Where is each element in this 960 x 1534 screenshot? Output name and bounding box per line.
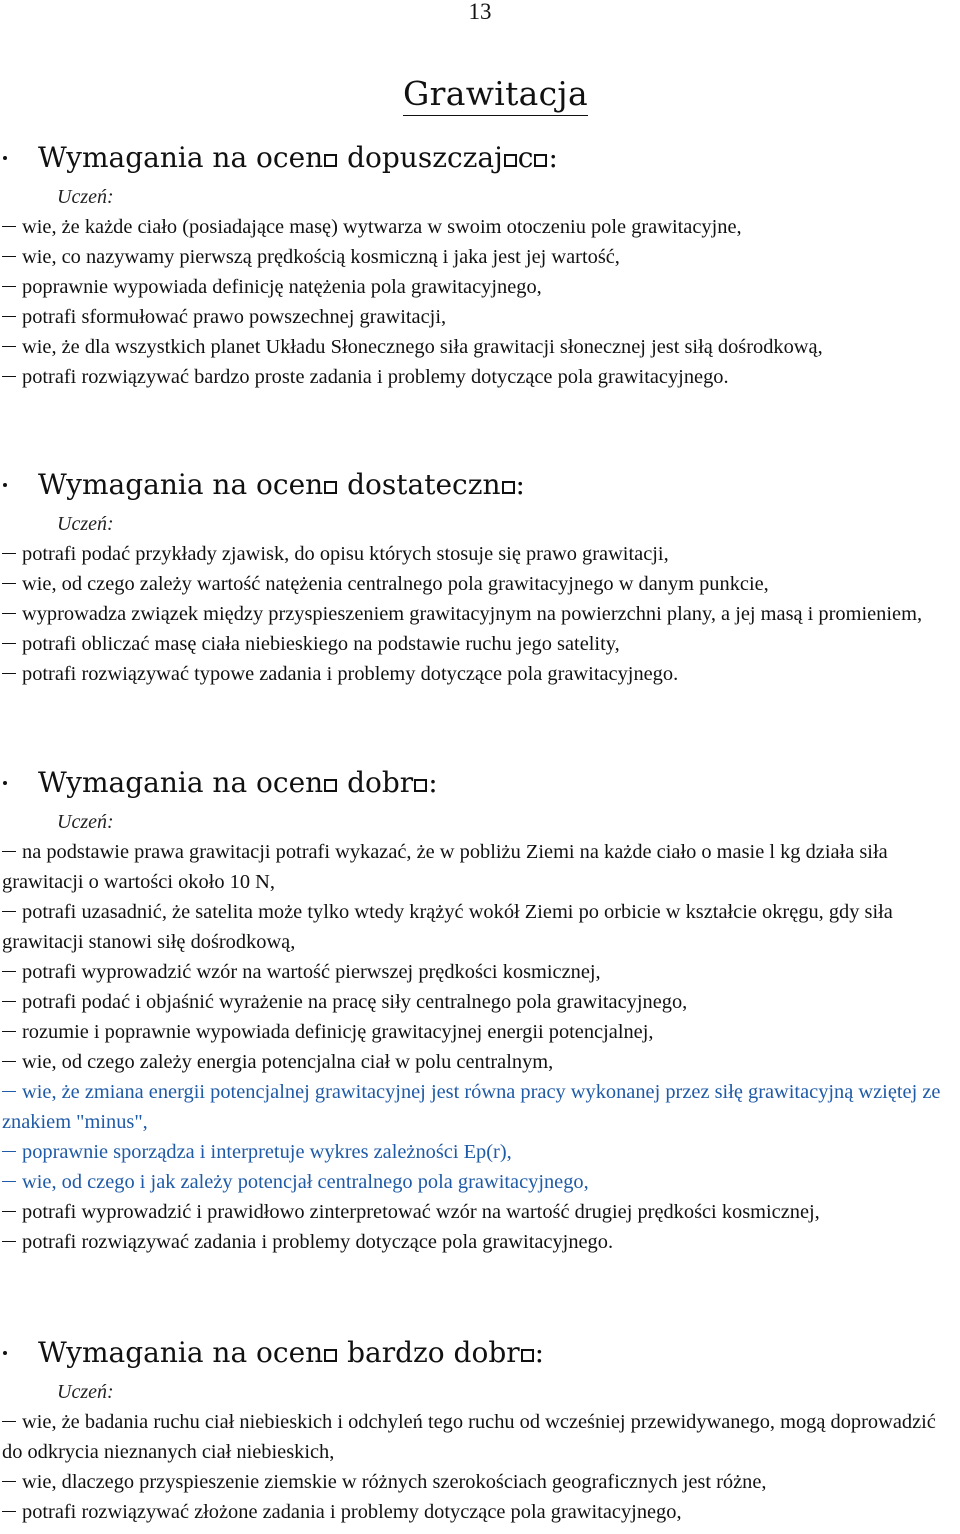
section-heading: [0, 138, 960, 178]
missing-glyph-icon: [521, 1349, 534, 1362]
list-item: na podstawie prawa grawitacji potrafi wykazać, że w pobliżu Ziemi na każde ciało o masie l kg działa siła grawitacji o wartości około 10 N,: [2, 841, 888, 893]
list-item: potrafi podać i objaśnić wyrażenie na pracę siły centralnego pola grawitacyjnego,: [0, 987, 960, 1017]
list-item: potrafi wyprowadzić wzór na wartość pierwszej prędkości kosmicznej,: [0, 957, 960, 987]
list-item: wie, od czego zależy energia potencjalna ciał w polu centralnym,: [0, 1047, 960, 1077]
missing-glyph-icon: [324, 1349, 337, 1362]
bullet-icon: [3, 483, 7, 487]
uczen-label: Uczeń:: [57, 1381, 114, 1403]
section-heading: [0, 1333, 960, 1373]
page-title: Grawitacja: [403, 74, 588, 116]
uczen-label: Uczeń:: [57, 513, 114, 535]
section-title: Wymagania na ocen bardzo dobr :: [38, 1336, 545, 1369]
list-item: wie, że dla wszystkich planet Układu Słonecznego siła grawitacji słonecznej jest siłą dośrodkową,: [0, 332, 960, 362]
missing-glyph-icon: [324, 154, 337, 167]
list-item: potrafi sformułować prawo powszechnej grawitacji,: [0, 302, 960, 332]
uczen-label: Uczeń:: [57, 186, 114, 208]
list-item-highlighted: wie, że zmiana energii potencjalnej grawitacyjnej jest równa pracy wykonanej przez siłę grawitacyjną wziętej ze znakiem "minus",: [2, 1081, 941, 1133]
bullet-icon: [3, 1351, 7, 1355]
section-heading: [0, 763, 960, 803]
list-item: potrafi rozwiązywać bardzo proste zadania i problemy dotyczące pola grawitacyjnego.: [0, 362, 960, 392]
list-item: potrafi rozwiązywać zadania i problemy dotyczące pola grawitacyjnego.: [0, 1227, 960, 1257]
section-bardzo-dobra: [0, 1333, 960, 1527]
missing-glyph-icon: [324, 481, 337, 494]
list-item: wie, że badania ruchu ciał niebieskich i odchyleń tego ruchu od wcześniej przewidywanego, mogą doprowadzić do odkrycia nieznanych ciał niebieskich,: [2, 1411, 936, 1463]
list-item: wie, że każde ciało (posiadające masę) wytwarza w swoim otoczeniu pole grawitacyjne,: [0, 212, 960, 242]
bullet-icon: [3, 156, 7, 160]
list-item: potrafi rozwiązywać złożone zadania i problemy dotyczące pola grawitacyjnego,: [0, 1497, 960, 1527]
list-item-highlighted: poprawnie sporządza i interpretuje wykres zależności Ep(r),: [0, 1137, 960, 1167]
list-item-highlighted: wie, od czego i jak zależy potencjał centralnego pola grawitacyjnego,: [0, 1167, 960, 1197]
list-item: potrafi obliczać masę ciała niebieskiego na podstawie ruchu jego satelity,: [0, 629, 960, 659]
list-item: poprawnie wypowiada definicję natężenia pola grawitacyjnego,: [0, 272, 960, 302]
list-item: potrafi uzasadnić, że satelita może tylko wtedy krążyć wokół Ziemi po orbicie w kształcie okręgu, gdy siła grawitacji stanowi siłę dośrodkową,: [2, 901, 893, 953]
section-title: Wymagania na ocen dopuszczaj c :: [38, 141, 558, 174]
requirements-list: [0, 837, 960, 1257]
list-item: potrafi rozwiązywać typowe zadania i problemy dotyczące pola grawitacyjnego.: [0, 659, 960, 689]
section-heading: [0, 465, 960, 505]
list-item: wie, dlaczego przyspieszenie ziemskie w różnych szerokościach geograficznych jest różne,: [0, 1467, 960, 1497]
list-item: wie, od czego zależy wartość natężenia centralnego pola grawitacyjnego w danym punkcie,: [0, 569, 960, 599]
missing-glyph-icon: [502, 481, 515, 494]
uczen-label: Uczeń:: [57, 811, 114, 833]
section-title: Wymagania na ocen dostateczn :: [38, 468, 525, 501]
list-item: rozumie i poprawnie wypowiada definicję grawitacyjnej energii potencjalnej,: [0, 1017, 960, 1047]
list-item: wie, co nazywamy pierwszą prędkością kosmiczną i jaka jest jej wartość,: [0, 242, 960, 272]
missing-glyph-icon: [324, 779, 337, 792]
bullet-icon: [3, 781, 7, 785]
section-dopuszczajaca: [0, 138, 960, 392]
section-title: Wymagania na ocen dobr :: [38, 766, 438, 799]
list-item: potrafi podać przykłady zjawisk, do opisu których stosuje się prawo grawitacji,: [0, 539, 960, 569]
missing-glyph-icon: [414, 779, 427, 792]
missing-glyph-icon: [534, 154, 547, 167]
missing-glyph-icon: [504, 154, 517, 167]
page-number: 13: [468, 0, 492, 24]
section-dobra: [0, 763, 960, 1257]
requirements-list: [0, 1407, 960, 1527]
list-item: wyprowadza związek między przyspieszeniem grawitacyjnym na powierzchni plany, a jej masą i promieniem,: [0, 599, 960, 629]
section-dostateczna: [0, 465, 960, 689]
list-item: potrafi wyprowadzić i prawidłowo zinterpretować wzór na wartość drugiej prędkości kosmicznej,: [0, 1197, 960, 1227]
requirements-list: [0, 212, 960, 392]
requirements-list: [0, 539, 960, 689]
